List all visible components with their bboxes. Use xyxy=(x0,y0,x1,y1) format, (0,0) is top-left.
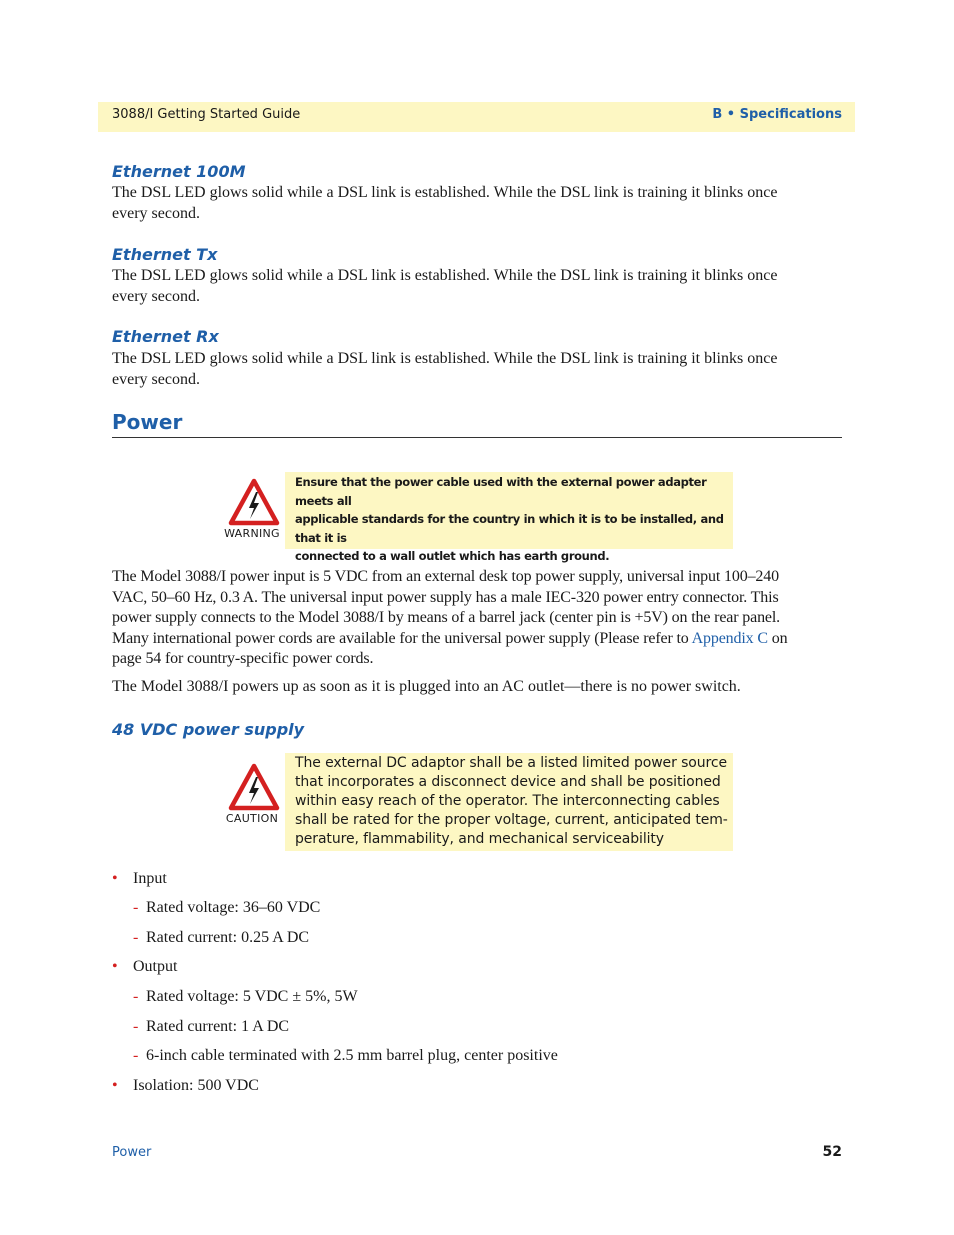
warning-line: Ensure that the power cable used with the external power adapter meets all xyxy=(295,475,707,508)
bullet-marker: • xyxy=(112,958,118,975)
caution-line: perature, flammability, and mechanical serviceability xyxy=(295,831,664,847)
paragraph-line: VAC, 50–60 Hz, 0.3 A. The universal input power supply has a male IEC-320 power entry connector. This xyxy=(112,588,779,606)
paragraph-line xyxy=(112,629,842,650)
warning-line: connected to a wall outlet which has earth ground. xyxy=(295,549,610,563)
heading-rule xyxy=(112,437,842,438)
section-heading-48vdc: 48 VDC power supply xyxy=(112,720,305,739)
warning-text xyxy=(295,473,731,566)
list-item-input-voltage: Rated voltage: 36–60 VDC xyxy=(146,899,321,916)
list-item-output-cable: 6-inch cable terminated with 2.5 mm barrel plug, center positive xyxy=(146,1047,558,1064)
running-header-chapter: B • Specifications xyxy=(712,107,842,122)
section-heading-ethernet-100m: Ethernet 100M xyxy=(112,162,246,181)
page-number: 52 xyxy=(822,1144,842,1160)
caution-icon xyxy=(228,763,280,816)
warning-label: WARNING xyxy=(224,527,280,540)
warning-line: applicable standards for the country in which it is to be installed, and that it is xyxy=(295,512,724,545)
caution-label: CAUTION xyxy=(225,812,279,825)
caution-line: shall be rated for the proper voltage, current, anticipated tem- xyxy=(295,812,728,828)
paragraph-text: Many international power cords are available for the universal power supply (Please refer to xyxy=(112,629,692,647)
bullet-marker: • xyxy=(112,1077,118,1094)
appendix-c-link[interactable]: Appendix C xyxy=(691,629,768,647)
paragraph-line: every second. xyxy=(112,204,200,222)
power-switch-paragraph: The Model 3088/I powers up as soon as it is plugged into an AC outlet—there is no power switch. xyxy=(112,678,741,695)
section-paragraph xyxy=(112,183,842,224)
caution-line: within easy reach of the operator. The interconnecting cables xyxy=(295,793,720,809)
paragraph-line: The Model 3088/I power input is 5 VDC from an external desk top power supply, universal input 100–240 xyxy=(112,568,779,585)
caution-text xyxy=(295,754,731,849)
list-item-input-current: Rated current: 0.25 A DC xyxy=(146,929,310,946)
list-item-output-current: Rated current: 1 A DC xyxy=(146,1018,290,1035)
list-item-output: Output xyxy=(133,958,178,975)
caution-line: that incorporates a disconnect device and shall be positioned xyxy=(295,774,721,790)
section-heading-ethernet-tx: Ethernet Tx xyxy=(112,245,218,264)
power-heading: Power xyxy=(112,410,183,434)
list-item-input: Input xyxy=(133,870,167,887)
dash-marker: - xyxy=(133,988,139,1005)
paragraph-text: on xyxy=(767,629,788,647)
paragraph-line: every second. xyxy=(112,287,200,305)
running-header-title: 3088/I Getting Started Guide xyxy=(112,107,301,122)
section-paragraph xyxy=(112,266,842,307)
list-item xyxy=(112,869,118,889)
paragraph-line: every second. xyxy=(112,370,200,388)
dash-marker: - xyxy=(133,1018,139,1035)
list-item xyxy=(112,957,118,977)
section-heading-ethernet-rx: Ethernet Rx xyxy=(112,327,219,346)
footer-section-name: Power xyxy=(112,1145,152,1160)
dash-marker: - xyxy=(133,899,139,916)
dash-marker: - xyxy=(133,1047,139,1064)
list-item-isolation: Isolation: 500 VDC xyxy=(133,1077,259,1094)
list-item xyxy=(112,1076,118,1096)
list-item-output-voltage: Rated voltage: 5 VDC ± 5%, 5W xyxy=(146,988,358,1005)
dash-marker: - xyxy=(133,929,139,946)
paragraph-line: power supply connects to the Model 3088/I by means of a barrel jack (center pin is +5V) on the rear panel. xyxy=(112,609,781,626)
section-paragraph xyxy=(112,349,842,390)
caution-line: The external DC adaptor shall be a listed limited power source xyxy=(295,755,727,771)
power-paragraph xyxy=(112,567,842,670)
paragraph-line: page 54 for country-specific power cords. xyxy=(112,650,374,667)
paragraph-line: The DSL LED glows solid while a DSL link is established. While the DSL link is training it blinks once xyxy=(112,350,778,367)
paragraph-line: The DSL LED glows solid while a DSL link is established. While the DSL link is training it blinks once xyxy=(112,267,778,284)
warning-icon xyxy=(228,478,280,531)
bullet-marker: • xyxy=(112,870,118,887)
paragraph-line: The DSL LED glows solid while a DSL link is established. While the DSL link is training it blinks once xyxy=(112,184,778,201)
